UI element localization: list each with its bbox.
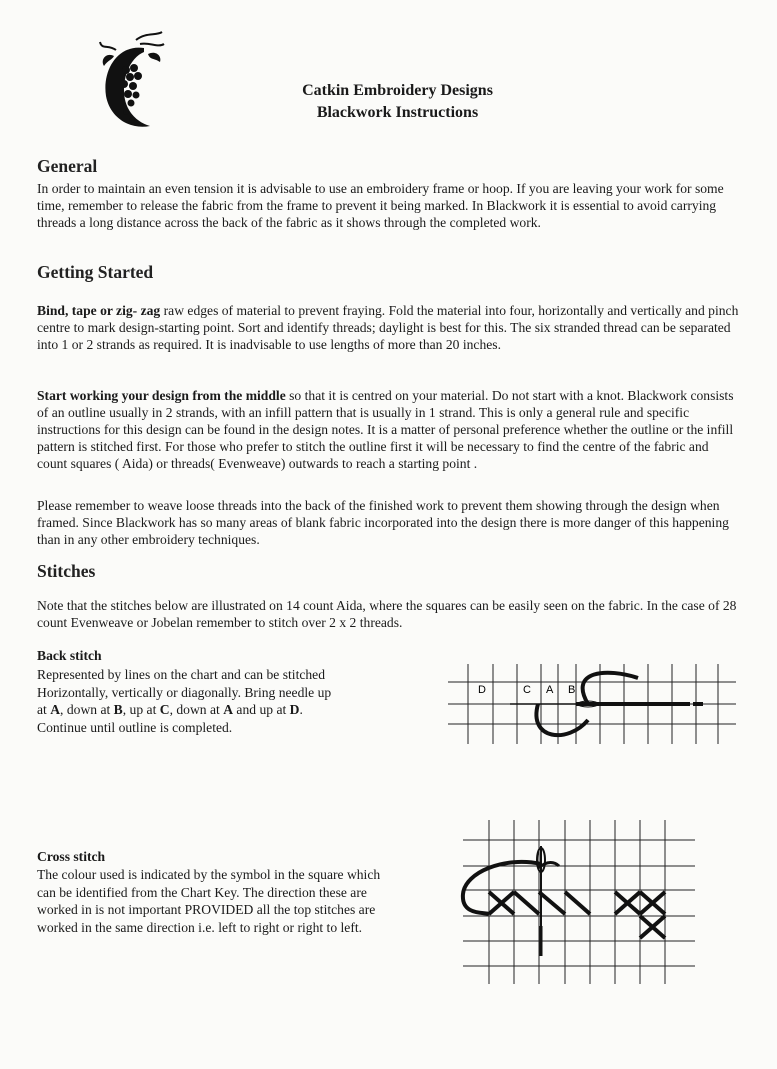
text: , down at [169,702,224,717]
getting-started-paragraph-1 [37,302,742,353]
back-stitch-line-3 [37,701,397,719]
label-d: D [478,684,486,696]
getting-started-paragraph-3: Please remember to weave loose threads into the back of the finished work to prevent them showing through the design when framed. Since Blackwork has so many areas of blank fabric incorporated into the design there is more danger of this happening than in any other embroidery techniques. [37,498,729,547]
point-a: A [50,702,61,717]
point-d: D [289,702,300,717]
paragraph-1-rest: raw edges of material to prevent fraying. Fold the material into four, horizontally and vertically and pinch centre to mark design-starting point. Sort and identify threads; daylight is best for this. The six stranded thread can be separated into 1 or 2 strands as required. It is inadvisable to use lengths of more than 20 inches. [37,303,739,352]
text: . [299,702,303,717]
back-stitch-line-2: Horizontally, vertically or diagonally. Bring needle up [37,684,332,700]
label-a: A [546,684,554,696]
start-middle-bold: Start working your design from the middle [37,388,286,403]
bind-tape-bold: Bind, tape or zig- zag [37,303,161,318]
getting-started-paragraph-2 [37,387,742,472]
getting-started-heading: Getting Started [37,262,154,282]
stitches-heading: Stitches [37,561,96,581]
general-text: In order to maintain an even tension it is advisable to use an embroidery frame or hoop. If you are leaving your work for some time, remember to release the fabric from the frame to prevent it being marked. In Blackwork it is essential to avoid carrying threads a long distance across the back of the fabric as it shows through the completed work. [37,181,724,230]
text: and up at [233,702,290,717]
back-stitch-diagram [448,660,738,748]
text: , down at [60,702,114,717]
text: at [37,702,51,717]
text: , up at [122,702,160,717]
point-a: A [223,702,234,717]
catkin-logo-icon [96,30,166,136]
document-subtitle: Blackwork Instructions [316,104,479,121]
cross-stitch-title: Cross stitch [37,849,106,864]
general-heading: General [37,156,98,176]
point-c: C [159,702,170,717]
cross-stitches [489,892,665,938]
paragraph-2-rest: so that it is centred on your material. Do not start with a knot. Blackwork consists of an outline usually in 2 strands, with an infill pattern that is usually in 1 strand. This is only a general rule and specific instructions for this design can be found in the design notes. It is a matter of personal preference whether the outline or the infill pattern is stitched first. For those who prefer to stitch the outline first it will be necessary to find the centre of the fabric and count squares ( Aida) or threads( Evenweave) outwards to reach a starting point . [37,388,734,471]
cross-stitch-diagram [455,816,700,986]
back-stitch-line-4: Continue until outline is completed. [37,719,233,735]
cross-stitch-text: The colour used is indicated by the symbol in the square which can be identified from the Chart Key. The direction these are worked in is not important PROVIDED all the top stitches are worked in the same direction i.e. left to right or right to left. [37,867,381,935]
label-b: B [568,684,576,696]
point-b: B [113,702,123,717]
back-stitch-text [37,666,397,736]
back-stitch-title: Back stitch [37,648,102,663]
company-name: Catkin Embroidery Designs [302,82,493,99]
stitches-intro: Note that the stitches below are illustrated on 14 count Aida, where the squares can be easily seen on the fabric. In the case of 28 count Evenweave or Jobelan remember to stitch over 2 x 2 threads. [37,598,737,630]
document-header [240,80,520,124]
back-stitch-line-1: Represented by lines on the chart and can be stitched [37,667,326,682]
label-c: C [523,684,531,696]
